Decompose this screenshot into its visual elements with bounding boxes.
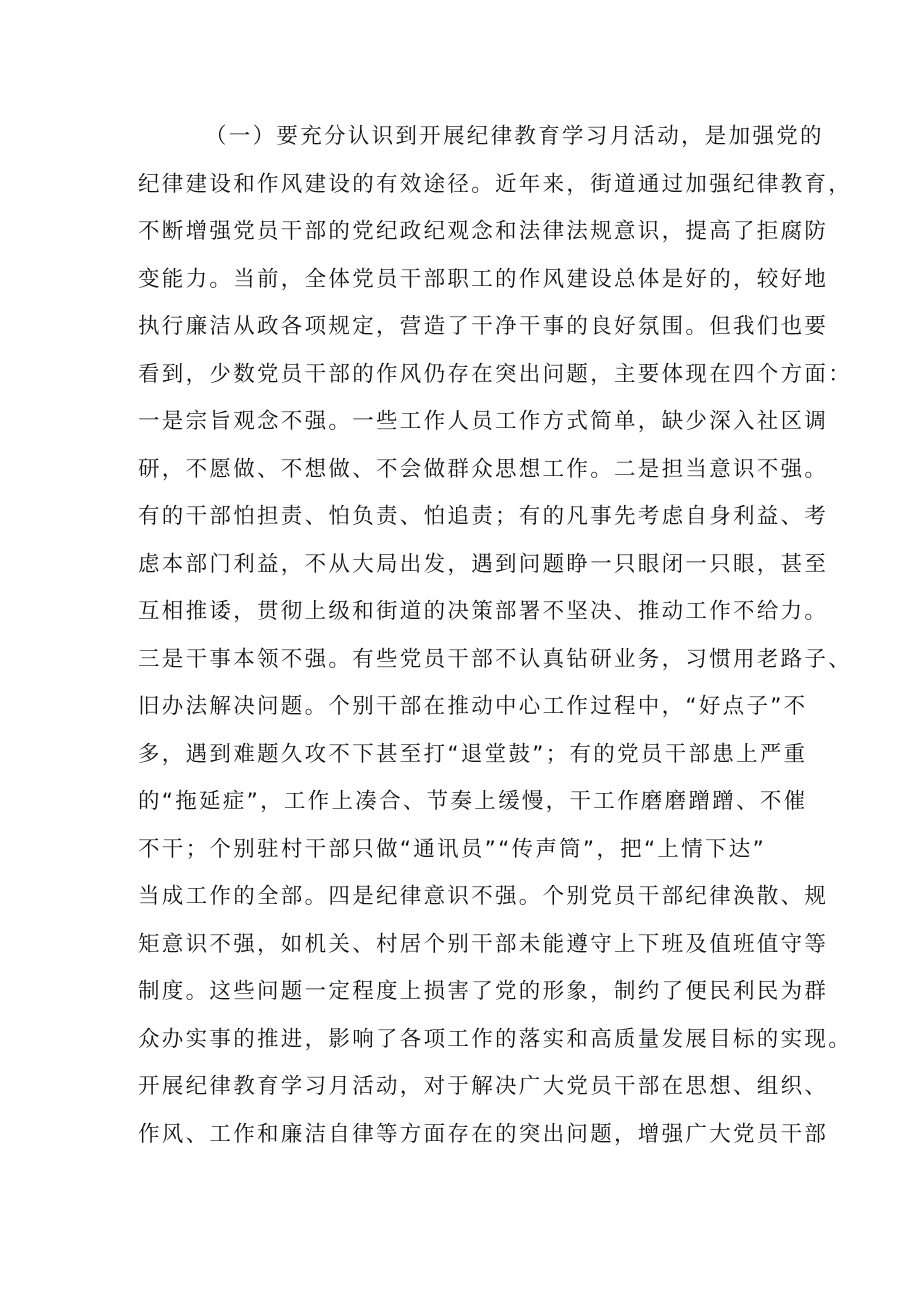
paragraph-line: 矩意识不强，如机关、村居个别干部未能遵守上下班及值班值守等 xyxy=(138,931,829,957)
paragraph-line: 执行廉洁从政各项规定，营造了干净干事的良好氛围。但我们也要 xyxy=(138,314,829,339)
paragraph-body xyxy=(138,113,853,1158)
paragraph-line: 研，不愿做、不想做、不会做群众思想工作。二是担当意识不强。 xyxy=(138,456,829,482)
paragraph-line: （一）要充分认识到开展纪律教育学习月活动，是加强党的 xyxy=(205,124,824,149)
paragraph-line: 变能力。当前，全体党员干部职工的作风建设总体是好的，较好地 xyxy=(138,266,829,292)
paragraph-line: 开展纪律教育学习月活动，对于解决广大党员干部在思想、组织、 xyxy=(138,1074,829,1099)
paragraph-line: 不干；个别驻村干部只做“通讯员”“传声筒”，把“上情下达” xyxy=(138,836,767,862)
paragraph-line: 有的干部怕担责、怕负责、怕追责；有的凡事先考虑自身利益、考 xyxy=(138,504,829,529)
paragraph-line: 的“拖延症”，工作上凑合、节奏上缓慢，干工作磨磨蹭蹭、不催 xyxy=(138,789,808,814)
paragraph-line: 虑本部门利益，不从大局出发，遇到问题睁一只眼闭一只眼，甚至 xyxy=(138,551,829,577)
paragraph-line: 作风、工作和廉洁自律等方面存在的突出问题，增强广大党员干部 xyxy=(138,1121,829,1147)
paragraph-line: 多，遇到难题久攻不下甚至打“退堂鼓”；有的党员干部患上严重 xyxy=(138,741,808,767)
paragraph-line: 纪律建设和作风建设的有效途径。近年来，街道通过加强纪律教育， xyxy=(138,171,853,197)
paragraph-line: 三是干事本领不强。有些党员干部不认真钻研业务，习惯用老路子、 xyxy=(138,646,853,672)
paragraph-line: 看到，少数党员干部的作风仍存在突出问题，主要体现在四个方面： xyxy=(138,361,853,387)
paragraph-line: 当成工作的全部。四是纪律意识不强。个别党员干部纪律涣散、规 xyxy=(138,884,829,909)
paragraph-line: 互相推诿，贯彻上级和街道的决策部署不坚决、推动工作不给力。 xyxy=(138,599,829,624)
paragraph-line: 一是宗旨观念不强。一些工作人员工作方式简单，缺少深入社区调 xyxy=(138,409,829,434)
paragraph-line: 众办实事的推进，影响了各项工作的落实和高质量发展目标的实现。 xyxy=(138,1026,853,1052)
paragraph-line: 制度。这些问题一定程度上损害了党的形象，制约了便民利民为群 xyxy=(138,979,829,1004)
paragraph-line: 旧办法解决问题。个别干部在推动中心工作过程中，“好点子”不 xyxy=(138,694,808,719)
paragraph-line: 不断增强党员干部的党纪政纪观念和法律法规意识，提高了拒腐防 xyxy=(138,219,829,244)
